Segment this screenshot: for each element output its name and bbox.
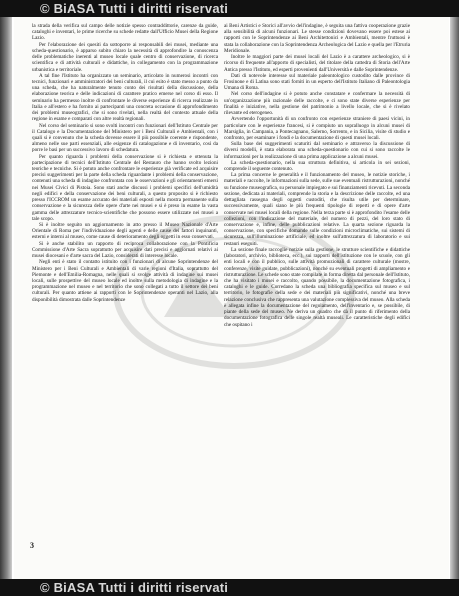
- paragraph: La scheda-questionario, nella sua struttura definitiva, si articola in sei sezioni, comprende il seguente contenuto.: [224, 159, 410, 173]
- watermark-banner-top: © BiASA Tutti i diritti riservati: [0, 0, 459, 17]
- text-column-left: [32, 23, 218, 303]
- paragraph: la strada della verifica sul campo delle notizie spesso contraddittorie, carenze da guide, cataloghi e inventari, le prime ricerche su schede redatte dall'Ufficio Musei della Regione Lazio.: [32, 23, 218, 42]
- paragraph: Si è inoltre seguito un aggiornamento in atto presso il Museo Nazionale d'Arte Orientale di Roma per l'individuazione degli agenti e delle cause dei fattori inquinanti, esterni e interni al museo, come cause di deterioramento degli oggetti in esso conservati.: [32, 222, 218, 241]
- document-page: [14, 17, 449, 579]
- paragraph: ai Beni Artistici e Storici all'avvio dell'indagine, è seguita una fattiva cooperazione grazie alla sensibilità di alcuni funzionari. Le stesse condizioni dovevano essere poi estese ai rapporti con le Soprintendenze ai Beni Architettonici e Ambientali, mentre fruttuosi è stata la collaborazione con la Soprintendenza Archeologica del Lazio e quella per l'Etruria Meridionale.: [224, 23, 410, 54]
- page-number: 3: [30, 541, 34, 550]
- paragraph: Nel corso del seminario si sono svolti incontri con funzionari dell'Istituto Centrale per il Catalogo e la Documentazione del Ministero per i Beni Culturali e Ambientali, con i quali si è convenuto che la scheda dovesse essere il più possibile coerente e rispondente, almeno nelle sue parti essenziali, alle esigenze di catalogazione e di inventario, così da porre le basi per un successivo lavoro di schedatura.: [32, 122, 218, 154]
- scan-edge-left: [0, 17, 12, 579]
- paragraph: Negli enti è stato il contatto istituito con i funzionari di alcune Soprintendenze del Ministero per i Beni Culturali e Ambientali di varie regioni d'Italia, soprattutto del Piemonte e dell'Emilia-Romagna, nelle quali si svolge attività di indagine sui musei locali, sulle prospettive del museo locale ed inoltre sulla metodologia di indagine e la programmazione nel museo e nel territorio che sono collegati a tutto il settore dei beni culturali. Per quanto attiene ai rapporti con le Soprintendenze operanti nel Lazio, alla disponibilità dimostrata dalle Soprintendenze: [32, 259, 218, 303]
- paragraph: A tal fine l'Istituto ha organizzato un seminario, articolato in numerosi incontri con tecnici, funzionari e amministratori dei beni culturali, il cui esito è stato messo a punto da una scheda, che ha naturalmente tenuto conto dei risultati della discussione, della elaborazione teorica e delle indicazioni di carattere pratico emerse nel corso di esso. Il seminario ha permesso inoltre di confrontare le diverse esperienze di ricerca realizzate in Italia e all'estero e ha fornito ai partecipanti una concreta occasione di approfondimento dei problemi museografici, che si sono rivelati, nella realtà del contesto attuale della regione in esame e comparati con altre realtà regionali.: [32, 72, 218, 123]
- watermark-banner-bottom: © BiASA Tutti i diritti riservati: [0, 579, 459, 596]
- paragraph: Sulla base dei suggerimenti scaturiti dal seminario e attraverso la discussione di diversi modelli, è stata elaborata una scheda-questionario con cui si sono raccolte le informazioni per la realizzazione di una prima applicazione a alcuni musei.: [224, 141, 410, 160]
- paragraph: Si è anche stabilito un rapporto di reciproca collaborazione con la Pontificia Commissione d'Arte Sacra soprattutto per acquisire dati precisi e aggiornati relativi ai musei diocesani e d'arte sacra del Lazio, considerati di interesse locale.: [32, 240, 218, 260]
- paragraph: La prima concerne le generalità e il funzionamento del museo, le notizie storiche, i materiali e raccolte, le informazioni sulla sede, sulle sue eventuali ristrutturazioni, nonché su funzione museografica, su personale impiegato e sui finanziamenti ricevuti. La seconda sezione, dedicata ai materiali, comprende la storia e la descrizione delle raccolte, ed una dettagliata rassegna degli oggetti custoditi, che risulta utile per determinare, successivamente, quali siano le più frequenti tipologie di reperti e di opere d'arte conservate nei musei locali della regione. Nella terza parte si è approfondito l'esame delle collezioni, con l'indicazione del materiale, del numero di pezzi, del loro stato di conservazione e, infine, delle pubblicazioni relative. La quarta sezione riguarda la conservazione, con specifiche domande sulle condizioni microclimatiche, sui sistemi di sicurezza, sull'illuminazione artificiale, ed inoltre sull'attrezzatura di laboratorio e sui restauri eseguiti.: [224, 172, 410, 247]
- paragraph: Dati di notevole interesse sul materiale paleontologico custodito dalle province di Frosinone e di Latina sono stati forniti in un esperto dell'Istituto Italiano di Paleontologia Umana di Roma.: [224, 72, 410, 92]
- paragraph: Nel corso dell'indagine si è potuto anche constatare e confermare la necessità di un'organizzazione più razionale delle raccolte, e ci sono state diverse esperienze per finalità e iniziative, nella gestione del patrimonio a livello locale, che si è rivelato rilevante ed eterogeneo.: [224, 91, 410, 117]
- text-column-right: [224, 23, 410, 328]
- paragraph: La sezione finale raccoglie notizie sulla gestione, le strutture scientifiche e didattiche (laboratori, archivio, biblioteca, ecc.), sui rapporti dell'istituzione con le scuole, con gli enti locali e con il pubblico, sulle attività promozionali di carattere culturale (mostre, conferenze, visite guidate, pubblicazioni), nonché su eventuali progetti di ampliamento e ristrutturazione. Le schede sono state compilate in forma diretta dal personale dell'Istituto, che ha visitato i musei e raccolto, quando possibile, la documentazione fotografica, i cataloghi e le guide. Corredano la scheda una bibliografia specifica sul museo e sul territorio, le fotografie della sede e dei materiali più significativi, nonché una breve relazione conclusiva che rappresenta una valutazione complessiva del museo. Alla scheda è allegata infine la documentazione del regolamento, dell'inventario e, se possibile, di piante della sede del museo. Ne deriva un quadro che dà il punto di riferimento della documentazione fotografica delle singole realtà museali. Le caratteristiche degli edifici che ospitano i: [224, 246, 410, 328]
- scan-edge-right: [450, 17, 459, 579]
- paragraph: Per quanto riguarda i problemi della conservazione si è richiesta e ottenuta la partecipazione di tecnici dell'Istituto Centrale del Restauro che hanno svolto lezioni teoriche e tecniche. Si è potuto anche confrontare le esperienze già verificate ed acquisire precisi suggerimenti per la parte della scheda riguardante i problemi della conservazione, contenuti una scheda di indagine confrontata con le osservazioni e gli orientamenti emersi nei Musei Civici di Pistoia. Sono stati anche discussi i problemi specifici dell'umidità negli edifici e della conservazione dei beni culturali, a questo proposito si è richiesto presso l'ICCROM un esame accurato dei materiali esposti nella mostra permanente sulla conservazione e la sicurezza delle opere d'arte nei musei e si è preso in esame la vasta gamma delle attrezzature tecnico-scientifiche che possono essere utilizzate nei musei a tale scopo.: [32, 153, 218, 222]
- paragraph: Inoltre le maggiori parte dei musei locali del Lazio è a carattere archeologico, si è ricorso di frequente all'apporto di specialisti, del titolare della cattedra di Storia dell'Arte Antica presso l'Istituto, ed esperti provenienti dall'Università e dalle Soprintendenze.: [224, 54, 410, 73]
- paragraph: Avvertendo l'opportunità di un confronto con esperienze straniere di paesi vicini, in particolare con le esperienze francesi, si è compiuto un sopralluogo in alcuni musei di Marsiglia, in Campania, a Pontecagnano, Salerno, Sorrento, e in Sicilia, visite di studio e confronto, per esaminare i fondi e la documentazione di questi musei locali.: [224, 116, 410, 141]
- paragraph: Per l'elaborazione dei quesiti da sottoporre ai responsabili dei musei, mediante una scheda-questionario, è apparso subito chiaro la necessità di approfondire la conoscenza delle problematiche inerenti al museo locale quale centro di conservazione, di ricerca scientifica e di attività culturali e didattiche, in collegamento con la programmazione urbanistica e territoriale.: [32, 41, 218, 73]
